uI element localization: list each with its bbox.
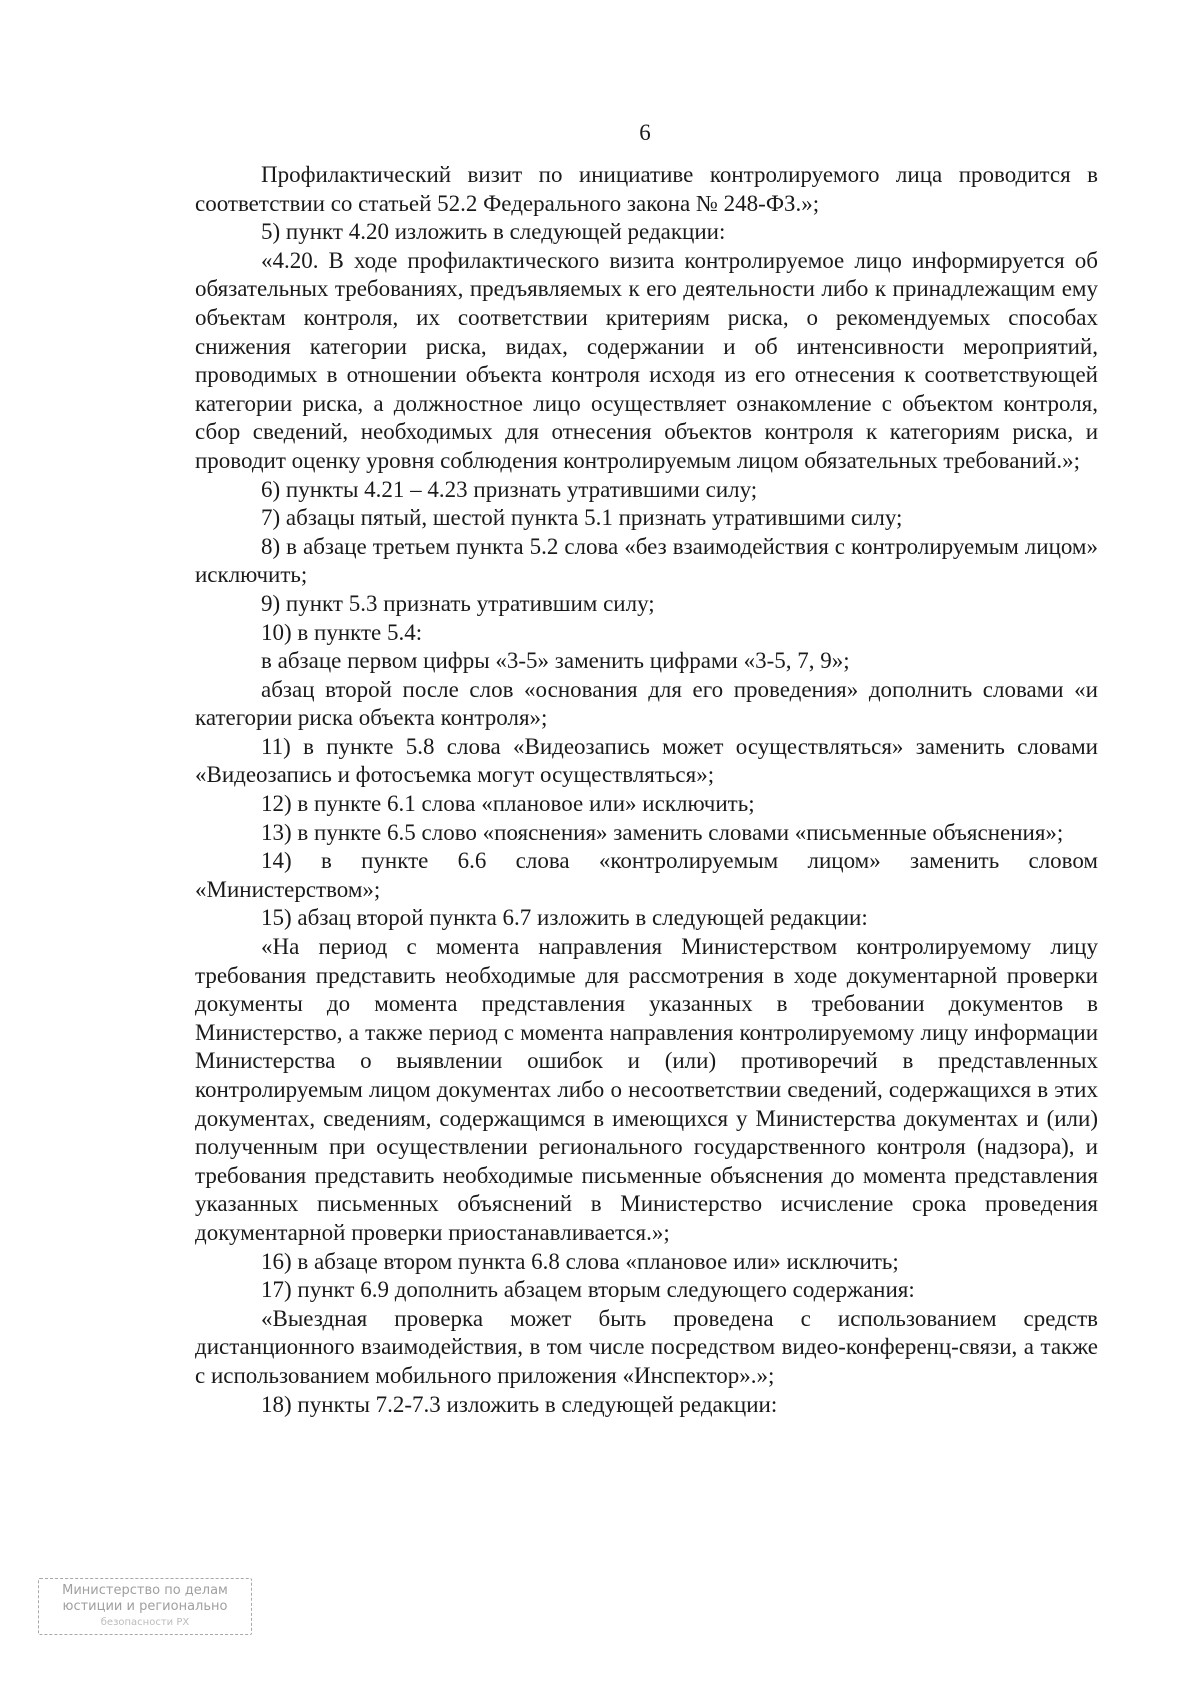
paragraph: 15) абзац второй пункта 6.7 изложить в следующей редакции: xyxy=(261,905,868,931)
paragraph: «4.20. В ходе профилактического визита контролируемое лицо информируется об обязательных требованиях, предъявляемых к его деятельности либо к принадлежащим ему объектам контроля, их соответствии критериям риска, о рекомендуемых способах снижения категории риска, видах, содержании и об интенсивности мероприятий, проводимых в отношении объекта контроля исходя из его отнесения к соответствующей категории риска, а должностное лицо осуществляет ознакомление с объектом контроля, сбор сведений, необходимых для отнесения объектов контроля к категориям риска, и проводит оценку уровня соблюдения контролируемым лицом обязательных требований.»; xyxy=(195,247,1098,473)
paragraph: «На период с момента направления Министерством контролируемому лицу требования представить необходимые для рассмотрения в ходе документарной проверки документы до момента представления указанных в требовании документов в Министерство, а также период с момента направления контролируемому лицу информации Министерства о выявлении ошибок и (или) противоречий в представленных контролируемым лицом документах либо о несоответствии сведений, содержащихся в этих документах, сведениям, содержащимся в имеющихся у Министерства документах и (или) полученным при осуществлении регионального государственного контроля (надзора), и требования представить необходимые письменные объяснения до момента представления указанных письменных объяснений в Министерство исчисление срока проведения документарной проверки приостанавливается.»; xyxy=(195,934,1098,1245)
stamp-line: Министерство по делам xyxy=(62,1583,228,1598)
page-number: 6 xyxy=(639,120,651,145)
paragraph: в абзаце первом цифры «3-5» заменить цифрами «3-5, 7, 9»; xyxy=(261,648,850,674)
paragraph: 18) пункты 7.2-7.3 изложить в следующей редакции: xyxy=(261,1391,778,1417)
document-body xyxy=(195,161,1098,1419)
paragraph: 14) в пункте 6.6 слова «контролируемым лицом» заменить словом «Министерством»; xyxy=(195,848,1098,902)
stamp-line: безопасности РХ xyxy=(100,1617,190,1628)
paragraph: 6) пункты 4.21 – 4.23 признать утратившими силу; xyxy=(261,476,758,502)
paragraph: Профилактический визит по инициативе контролируемого лица проводится в соответствии со статьей 52.2 Федерального закона № 248-ФЗ.»; xyxy=(195,162,1098,216)
stamp-line: юстиции и регионально xyxy=(62,1599,228,1614)
paragraph: 7) абзацы пятый, шестой пункта 5.1 признать утратившими силу; xyxy=(261,505,903,531)
paragraph: «Выездная проверка может быть проведена с использованием средств дистанционного взаимодействия, в том числе посредством видео-конференц-связи, а также с использованием мобильного приложения «Инспектор».»; xyxy=(195,1305,1098,1388)
paragraph: 5) пункт 4.20 изложить в следующей редакции: xyxy=(261,219,726,245)
paragraph: 11) в пункте 5.8 слова «Видеозапись может осуществляться» заменить словами «Видеозапись и фотосъемка могут осуществляться»; xyxy=(195,733,1098,788)
ministry-stamp xyxy=(38,1578,252,1635)
paragraph: 12) в пункте 6.1 слова «плановое или» исключить; xyxy=(261,791,755,817)
paragraph: 16) в абзаце втором пункта 6.8 слова «плановое или» исключить; xyxy=(261,1248,899,1274)
paragraph: 17) пункт 6.9 дополнить абзацем вторым следующего содержания: xyxy=(261,1277,915,1303)
paragraph: абзац второй после слов «основания для его проведения» дополнить словами «и категории риска объекта контроля»; xyxy=(195,676,1098,731)
paragraph: 9) пункт 5.3 признать утратившим силу; xyxy=(261,590,655,616)
paragraph: 10) в пункте 5.4: xyxy=(261,619,423,645)
paragraph: 8) в абзаце третьем пункта 5.2 слова «без взаимодействия с контролируемым лицом» исключить; xyxy=(195,533,1098,588)
paragraph: 13) в пункте 6.5 слово «пояснения» заменить словами «письменные объяснения»; xyxy=(261,819,1064,845)
